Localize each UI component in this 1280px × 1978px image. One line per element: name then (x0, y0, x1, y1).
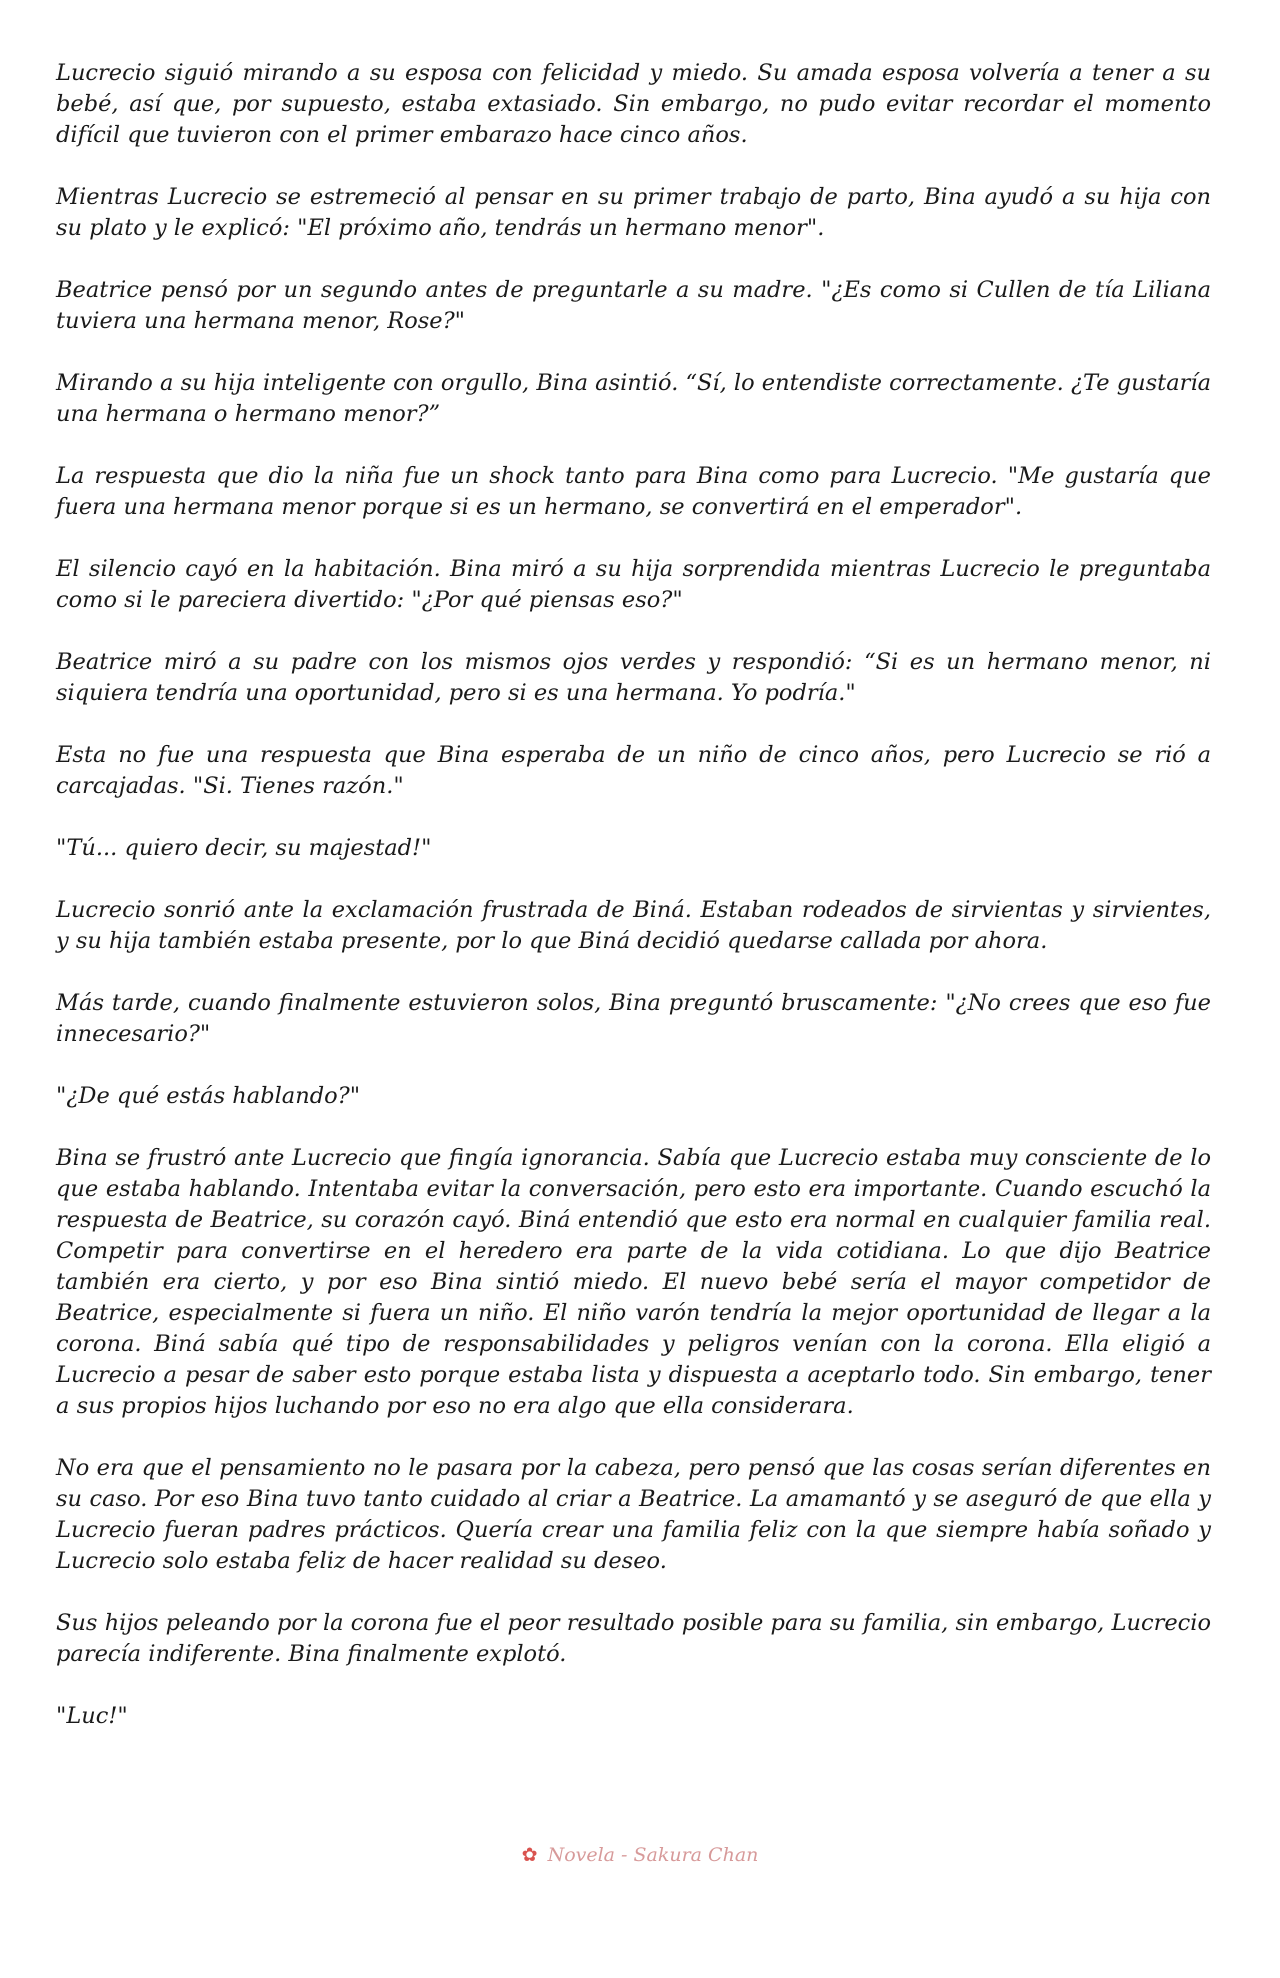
paragraph: Beatrice miró a su padre con los mismos ojos verdes y respondió: “Si es un hermano menor, ni siquiera tendría una oportunidad, pero si es una hermana. Yo podría." (56, 649, 1211, 706)
sakura-flower-icon: ✿ (521, 1844, 538, 1866)
paragraph: Beatrice pensó por un segundo antes de preguntarle a su madre. "¿Es como si Cullen de tía Liliana tuviera una hermana menor, Rose?" (56, 277, 1211, 334)
watermark (0, 1844, 1280, 1866)
paragraph: Mientras Lucrecio se estremeció al pensar en su primer trabajo de parto, Bina ayudó a su hija con su plato y le explicó: "El próximo año, tendrás un hermano menor". (56, 184, 1211, 241)
paragraph: Sus hijos peleando por la corona fue el peor resultado posible para su familia, sin embargo, Lucrecio parecía indiferente. Bina finalmente explotó. (56, 1610, 1211, 1667)
paragraph: Más tarde, cuando finalmente estuvieron solos, Bina preguntó bruscamente: "¿No crees que eso fue innecesario?" (56, 990, 1211, 1047)
paragraph: El silencio cayó en la habitación. Bina miró a su hija sorprendida mientras Lucrecio le preguntaba como si le pareciera divertido: "¿Por qué piensas eso?" (56, 556, 1211, 613)
paragraph: No era que el pensamiento no le pasara por la cabeza, pero pensó que las cosas serían diferentes en su caso. Por eso Bina tuvo tanto cuidado al criar a Beatrice. La amamantó y se aseguró de que ella y Lucrecio fueran padres prácticos. Quería crear una familia feliz con la que siempre había soñado y Lucrecio solo estaba feliz de hacer realidad su deseo. (56, 1455, 1211, 1574)
paragraph: Lucrecio siguió mirando a su esposa con felicidad y miedo. Su amada esposa volvería a tener a su bebé, así que, por supuesto, estaba extasiado. Sin embargo, no pudo evitar recordar el momento difícil que tuvieron con el primer embarazo hace cinco años. (56, 60, 1211, 148)
paragraph: Bina se frustró ante Lucrecio que fingía ignorancia. Sabía que Lucrecio estaba muy consciente de lo que estaba hablando. Intentaba evitar la conversación, pero esto era importante. Cuando escuchó la respuesta de Beatrice, su corazón cayó. Biná entendió que esto era normal en cualquier familia real. Competir para convertirse en el heredero era parte de la vida cotidiana. Lo que dijo Beatrice también era cierto, y por eso Bina sintió miedo. El nuevo bebé sería el mayor competidor de Beatrice, especialmente si fuera un niño. El niño varón tendría la mejor oportunidad de llegar a la corona. Biná sabía qué tipo de responsabilidades y peligros venían con la corona. Ella eligió a Lucrecio a pesar de saber esto porque estaba lista y dispuesta a aceptarlo todo. Sin embargo, tener a sus propios hijos luchando por eso no era algo que ella considerara. (56, 1145, 1211, 1419)
paragraph: La respuesta que dio la niña fue un shock tanto para Bina como para Lucrecio. "Me gustaría que fuera una hermana menor porque si es un hermano, se convertirá en el emperador". (56, 463, 1211, 520)
paragraph: Esta no fue una respuesta que Bina esperaba de un niño de cinco años, pero Lucrecio se rió a carcajadas. "Si. Tienes razón." (56, 742, 1211, 799)
paragraph: "Luc!" (56, 1703, 128, 1729)
paragraph: Mirando a su hija inteligente con orgullo, Bina asintió. “Sí, lo entendiste correctamente. ¿Te gustaría una hermana o hermano menor?” (56, 370, 1212, 427)
paragraph: "Tú... quiero decir, su majestad!" (56, 835, 432, 861)
paragraph: Lucrecio sonrió ante la exclamación frustrada de Biná. Estaban rodeados de sirvientas y sirvientes, y su hija también estaba presente, por lo que Biná decidió quedarse callada por ahora. (56, 897, 1211, 954)
paragraph: "¿De qué estás hablando?" (56, 1083, 361, 1109)
watermark-text: Novela - Sakura Chan (547, 1844, 759, 1866)
document-body (56, 58, 1211, 1763)
